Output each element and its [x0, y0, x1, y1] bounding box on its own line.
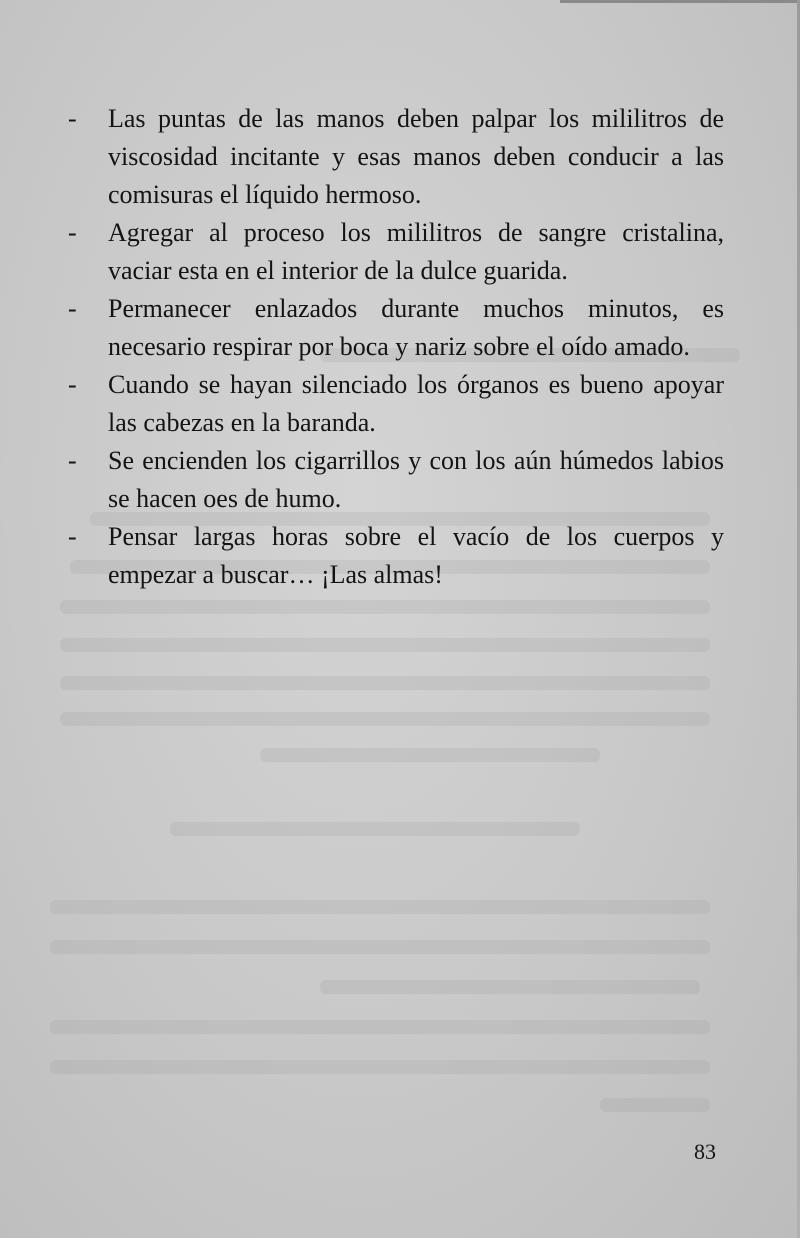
list-item	[64, 290, 724, 366]
list-item-text: Cuando se hayan silenciado los órganos es bueno apoyar las cabezas en la baranda.	[108, 370, 724, 437]
instruction-list	[64, 100, 724, 594]
list-item-text: Agregar al proceso los mililitros de sangre cristalina, vaciar esta en el interior de la dulce guarida.	[108, 218, 724, 285]
list-dash: -	[68, 104, 77, 133]
page-edge-top	[560, 0, 800, 3]
list-item	[64, 366, 724, 442]
list-item-text: Se encienden los cigarrillos y con los aún húmedos labios se hacen oes de humo.	[108, 446, 724, 513]
list-item-text: Permanecer enlazados durante muchos minutos, es necesario respirar por boca y nariz sobre el oído amado.	[108, 294, 724, 361]
list-item-text: Las puntas de las manos deben palpar los mililitros de viscosidad incitante y esas manos deben conducir a las comisuras el líquido hermoso.	[108, 104, 724, 209]
list-dash: -	[68, 218, 77, 247]
list-dash: -	[68, 370, 77, 399]
list-item	[64, 100, 724, 214]
list-item	[64, 518, 724, 594]
page-number: 83	[694, 1139, 716, 1164]
list-item	[64, 442, 724, 518]
list-item	[64, 214, 724, 290]
list-dash: -	[68, 446, 77, 475]
list-dash: -	[68, 522, 77, 551]
list-dash: -	[68, 294, 77, 323]
list-item-text: Pensar largas horas sobre el vacío de los cuerpos y empezar a buscar… ¡Las almas!	[108, 522, 724, 589]
